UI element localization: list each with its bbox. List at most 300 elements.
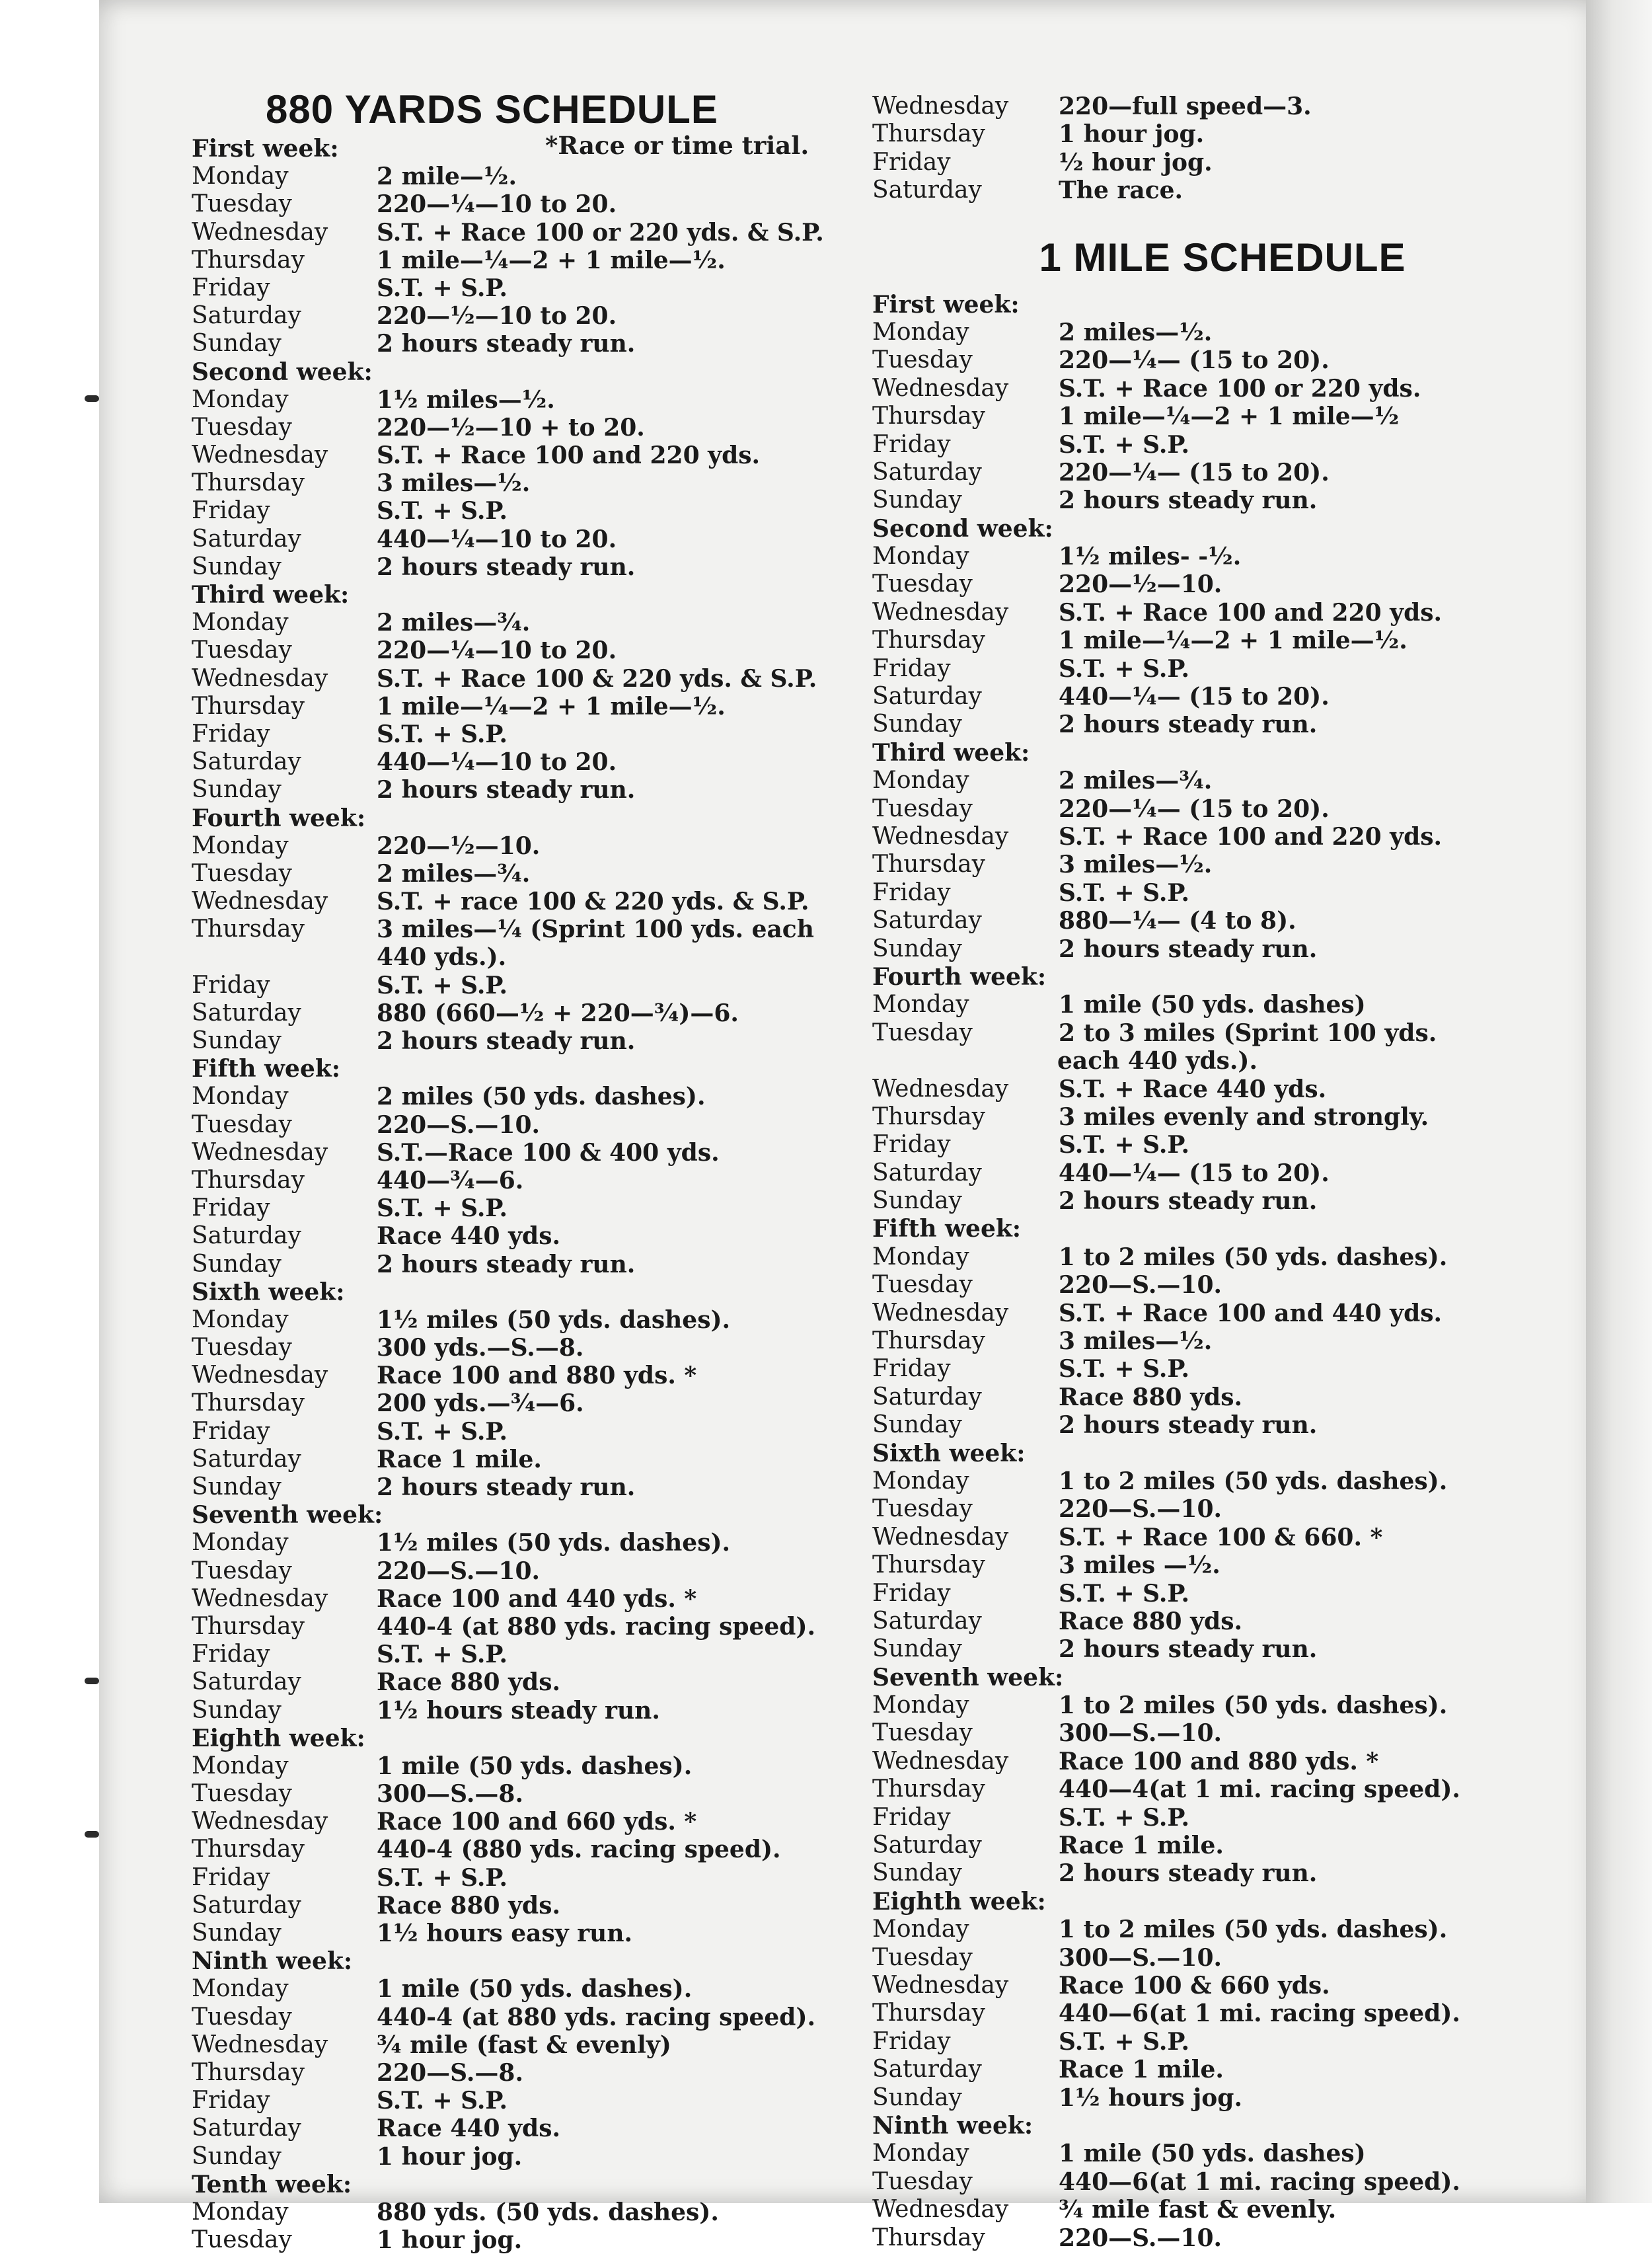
activity-text: S.T. + S.P. — [1059, 430, 1190, 459]
day-label: Monday — [872, 2140, 969, 2167]
day-label: Sunday — [192, 1920, 282, 1947]
day-label: Tuesday — [872, 2167, 973, 2195]
day-label: Wednesday — [872, 93, 1009, 120]
activity-text: 3 miles evenly and strongly. — [1059, 1103, 1429, 1131]
day-label: Sunday — [192, 776, 282, 804]
schedule-row — [192, 832, 885, 860]
activity-text: 220—¼—10 to 20. — [377, 637, 617, 665]
activity-text: 1½ hours jog. — [1059, 2083, 1242, 2112]
schedule-row — [872, 486, 1553, 514]
activity-text: 300 yds.—S.—8. — [377, 1334, 584, 1362]
activity-text: Race 880 yds. — [377, 1891, 560, 1920]
schedule-row — [872, 935, 1553, 963]
day-label: Monday — [192, 385, 289, 413]
week-label: Third week: — [872, 738, 1030, 767]
day-label: Thursday — [192, 1836, 305, 1863]
schedule-row — [872, 1608, 1553, 1635]
activity-text: 1 to 2 miles (50 yds. dashes). — [1059, 1243, 1448, 1271]
schedule-row — [872, 1075, 1553, 1103]
activity-text: Race 880 yds. — [1059, 1383, 1242, 1411]
schedule-row — [192, 1557, 885, 1585]
activity-text: 2 miles—¾. — [377, 609, 531, 637]
activity-text: S.T. + S.P. — [377, 971, 508, 999]
day-label: Friday — [192, 1194, 270, 1222]
schedule-row — [192, 497, 885, 525]
week-heading — [192, 1278, 885, 1306]
schedule-row-continuation — [872, 1047, 1553, 1075]
day-label: Tuesday — [872, 1943, 973, 1971]
week-heading — [192, 1947, 885, 1975]
schedule-row — [192, 1697, 885, 1725]
day-label: Tuesday — [192, 1334, 292, 1362]
week-label: Second week: — [872, 514, 1053, 543]
schedule-row — [872, 683, 1553, 711]
activity-text: 3 miles—¼ (Sprint 100 yds. each — [377, 915, 814, 944]
day-label: Saturday — [192, 999, 301, 1027]
activity-text: S.T. + Race 100 or 220 yds. & S.P. — [377, 218, 824, 247]
activity-text: 1 mile—¼—2 + 1 mile—½. — [377, 246, 726, 274]
schedule-row — [192, 442, 885, 469]
day-label: Sunday — [192, 1696, 282, 1724]
activity-text: S.T. + S.P. — [1059, 1131, 1190, 1159]
schedule-row — [872, 1355, 1553, 1383]
activity-text: S.T. + Race 100 & 660. * — [1059, 1523, 1383, 1551]
schedule-row — [872, 1300, 1553, 1327]
schedule-row — [192, 1752, 885, 1780]
day-label: Saturday — [872, 1607, 982, 1635]
schedule-row — [192, 1194, 885, 1222]
day-label: Friday — [192, 497, 270, 525]
day-label: Thursday — [872, 851, 985, 878]
week-label: Ninth week: — [872, 2111, 1033, 2140]
activity-text: S.T. + S.P. — [377, 1194, 508, 1223]
day-label: Monday — [872, 1691, 969, 1719]
day-label: Monday — [872, 543, 969, 570]
schedule-row — [872, 93, 1553, 120]
schedule-row — [872, 1467, 1553, 1495]
day-label: Tuesday — [192, 859, 292, 887]
day-label: Tuesday — [872, 1495, 973, 1523]
schedule-row — [872, 176, 1553, 204]
day-label: Sunday — [192, 553, 282, 580]
activity-text: S.T. + S.P. — [377, 1417, 508, 1446]
day-label: Tuesday — [192, 1557, 292, 1584]
week-heading — [872, 2112, 1553, 2140]
day-label: Sunday — [872, 935, 962, 962]
activity-text: 1½ miles (50 yds. dashes). — [377, 1529, 731, 1557]
schedule-row — [192, 972, 885, 999]
schedule-row — [192, 1139, 885, 1167]
activity-text: 2 hours steady run. — [377, 553, 636, 581]
schedule-row — [872, 2000, 1553, 2027]
activity-text: Race 880 yds. — [377, 1668, 560, 1697]
day-label: Sunday — [872, 1187, 962, 1215]
day-label: Tuesday — [872, 1019, 973, 1046]
week-heading — [872, 739, 1553, 767]
day-label: Tuesday — [872, 1719, 973, 1747]
schedule-row — [872, 319, 1553, 346]
day-label: Monday — [872, 767, 969, 795]
activity-text: S.T. + S.P. — [1059, 2027, 1190, 2056]
activity-text: 220—¼— (15 to 20). — [1059, 346, 1330, 375]
schedule-row — [192, 2031, 885, 2059]
page-edge-shadow — [1586, 0, 1652, 2203]
day-label: Sunday — [872, 1411, 962, 1439]
day-label: Thursday — [872, 1103, 985, 1130]
activity-text: 440—¼— (15 to 20). — [1059, 1159, 1330, 1187]
day-label: Tuesday — [192, 190, 292, 218]
activity-text: 880—¼— (4 to 8). — [1059, 907, 1296, 935]
day-label: Friday — [192, 2087, 270, 2115]
activity-text: 1 mile (50 yds. dashes). — [377, 1975, 693, 2003]
day-label: Friday — [192, 971, 270, 999]
activity-text: 2 hours steady run. — [377, 776, 636, 804]
day-label: Friday — [872, 1803, 951, 1831]
activity-text: 2 to 3 miles (Sprint 100 yds. — [1059, 1019, 1437, 1047]
activity-text: 1 mile—¼—2 + 1 mile—½. — [377, 692, 726, 720]
activity-text: Race 100 and 660 yds. * — [377, 1808, 697, 1836]
schedule-row — [872, 2028, 1553, 2056]
day-label: Thursday — [872, 627, 985, 654]
activity-text: Race 100 and 440 yds. * — [377, 1584, 697, 1613]
schedule-row — [192, 720, 885, 748]
activity-text: 300—S.—10. — [1059, 1719, 1222, 1748]
day-label: Saturday — [872, 907, 982, 935]
day-label: Sunday — [192, 1250, 282, 1278]
week-label: Seventh week: — [192, 1501, 383, 1530]
day-label: Sunday — [872, 711, 962, 738]
day-label: Sunday — [872, 1635, 962, 1663]
schedule-row — [872, 1580, 1553, 1608]
880-yards-column — [192, 83, 885, 2254]
day-label: Wednesday — [192, 1362, 328, 1389]
day-label: Saturday — [192, 525, 301, 553]
schedule-row — [872, 823, 1553, 851]
week-label: Fifth week: — [192, 1055, 341, 1083]
activity-text: 220—S.—8. — [377, 2058, 523, 2087]
activity-text: 2 miles (50 yds. dashes). — [377, 1083, 706, 1111]
activity-text: 880 yds. (50 yds. dashes). — [377, 2198, 719, 2226]
schedule-row — [872, 1103, 1553, 1131]
schedule-row — [872, 403, 1553, 430]
schedule-row — [872, 1551, 1553, 1579]
schedule-row — [872, 1691, 1553, 1719]
1-mile-title: 1 MILE SCHEDULE — [1039, 235, 1406, 280]
activity-text: S.T. + Race 100 and 220 yds. — [1059, 598, 1443, 627]
activity-text: 2 hours steady run. — [1059, 1859, 1318, 1888]
schedule-row — [872, 907, 1553, 935]
schedule-row — [872, 1327, 1553, 1355]
schedule-row — [872, 1859, 1553, 1887]
day-label: Sunday — [192, 1473, 282, 1500]
week-label: Fourth week: — [872, 962, 1047, 991]
activity-text: 2 mile—½. — [377, 163, 517, 191]
schedule-row — [192, 1446, 885, 1473]
day-label: Thursday — [872, 1327, 985, 1355]
schedule-row — [192, 1641, 885, 1668]
activity-text: 3 miles—½. — [1059, 1327, 1213, 1356]
day-label: Tuesday — [192, 2003, 292, 2031]
schedule-row — [192, 1334, 885, 1362]
activity-text: 440-4 (880 yds. racing speed). — [377, 1836, 781, 1864]
day-label: Monday — [872, 991, 969, 1019]
schedule-row — [192, 1613, 885, 1641]
day-label: Monday — [192, 1083, 289, 1110]
activity-text: S.T. + Race 100 & 220 yds. & S.P. — [377, 664, 817, 693]
activity-text: 440—¼—10 to 20. — [377, 525, 617, 553]
day-label: Saturday — [192, 1222, 301, 1250]
day-label: Wednesday — [192, 2031, 328, 2058]
day-label: Saturday — [192, 1445, 301, 1473]
schedule-row — [872, 2084, 1553, 2112]
week-label: Sixth week: — [872, 1439, 1026, 1467]
activity-text: S.T. + Race 100 or 220 yds. — [1059, 374, 1421, 403]
schedule-row — [872, 1635, 1553, 1663]
activity-text: 2 hours steady run. — [377, 1250, 636, 1278]
schedule-row — [872, 1972, 1553, 2000]
day-label: Monday — [192, 1975, 289, 2003]
day-label: Tuesday — [872, 1271, 973, 1299]
day-label: Wednesday — [872, 822, 1009, 850]
race-note: *Race or time trial. — [545, 131, 809, 160]
day-label: Friday — [872, 878, 951, 906]
binding-hole — [85, 1831, 99, 1838]
schedule-row — [192, 2198, 885, 2226]
day-label: Wednesday — [872, 1299, 1009, 1327]
day-label: Saturday — [872, 1832, 982, 1859]
day-label: Saturday — [192, 2115, 301, 2142]
schedule-row — [192, 1780, 885, 1808]
activity-text: 220—full speed—3. — [1059, 93, 1312, 120]
activity-text: 440—¾—6. — [377, 1166, 524, 1194]
schedule-row — [872, 1131, 1553, 1159]
day-label: Friday — [192, 1641, 270, 1668]
schedule-row — [192, 1306, 885, 1334]
day-label: Tuesday — [192, 637, 292, 664]
day-label: Friday — [872, 2027, 951, 2055]
schedule-row — [192, 469, 885, 497]
schedule-row — [872, 543, 1553, 570]
schedule-row — [872, 1832, 1553, 1859]
1-mile-schedule-list — [872, 291, 1553, 2252]
schedule-row — [872, 2168, 1553, 2196]
schedule-row — [872, 1187, 1553, 1215]
week-heading — [192, 1501, 885, 1529]
day-label: Tuesday — [192, 1780, 292, 1808]
schedule-row — [192, 247, 885, 274]
activity-text: 2 hours steady run. — [1059, 1635, 1318, 1664]
day-label: Thursday — [872, 403, 985, 430]
schedule-row — [192, 1975, 885, 2003]
schedule-row — [192, 1222, 885, 1250]
schedule-row — [192, 190, 885, 218]
day-label: Friday — [872, 654, 951, 682]
activity-text: 220—¼—10 to 20. — [377, 190, 617, 219]
activity-text: S.T. + Race 440 yds. — [1059, 1075, 1327, 1103]
activity-text: 220—½—10. — [377, 832, 541, 860]
schedule-row — [872, 1916, 1553, 1943]
day-label: Wednesday — [192, 1138, 328, 1166]
activity-text: 300—S.—10. — [1059, 1943, 1222, 1972]
schedule-row — [192, 1920, 885, 1947]
week-heading — [192, 804, 885, 832]
activity-text: S.T. + S.P. — [377, 1863, 508, 1892]
day-label: Sunday — [872, 1859, 962, 1887]
activity-text: 2 miles—¾. — [1059, 767, 1213, 795]
binding-hole — [85, 1678, 99, 1684]
880-yards-schedule-list — [192, 135, 885, 2254]
day-label: Friday — [872, 148, 951, 176]
schedule-row — [872, 570, 1553, 598]
activity-text: Race 1 mile. — [1059, 2056, 1224, 2084]
week-heading — [192, 358, 885, 386]
activity-text: 1 mile (50 yds. dashes) — [1059, 2140, 1366, 2168]
day-label: Wednesday — [872, 1747, 1009, 1775]
day-label: Monday — [192, 2198, 289, 2226]
day-label: Thursday — [192, 1389, 305, 1417]
schedule-row — [872, 1243, 1553, 1271]
schedule-row — [872, 1019, 1553, 1047]
schedule-row — [872, 1775, 1553, 1803]
activity-text: Race 440 yds. — [377, 1222, 560, 1251]
day-label: Wednesday — [192, 1808, 328, 1836]
activity-text: 2 hours steady run. — [1059, 711, 1318, 739]
schedule-row — [872, 795, 1553, 823]
activity-text: 220—½—10. — [1059, 570, 1222, 599]
activity-text: 1 to 2 miles (50 yds. dashes). — [1059, 1467, 1448, 1495]
day-label: Sunday — [872, 486, 962, 514]
880-yards-schedule-continued — [872, 93, 1553, 205]
activity-text: 440—¼— (15 to 20). — [1059, 683, 1330, 711]
day-label: Thursday — [192, 469, 305, 497]
schedule-row — [872, 1159, 1553, 1187]
activity-text: 440—6(at 1 mi. racing speed). — [1059, 2167, 1460, 2196]
schedule-row — [192, 1473, 885, 1501]
day-label: Friday — [192, 1863, 270, 1891]
activity-text: 440—4(at 1 mi. racing speed). — [1059, 1775, 1460, 1804]
activity-text: 220—S.—10. — [377, 1110, 541, 1139]
880-yards-title: 880 YARDS SCHEDULE — [266, 87, 718, 132]
activity-text: 2 hours steady run. — [377, 1473, 636, 1501]
schedule-row — [192, 1892, 885, 1920]
activity-text: 1 mile—¼—2 + 1 mile—½. — [1059, 627, 1408, 655]
week-heading — [872, 1440, 1553, 1467]
schedule-row — [192, 888, 885, 915]
activity-text: S.T. + Race 100 and 220 yds. — [1059, 822, 1443, 851]
schedule-row — [192, 693, 885, 720]
schedule-row — [192, 1668, 885, 1696]
schedule-row — [192, 2226, 885, 2254]
day-label: Sunday — [192, 1027, 282, 1054]
activity-text: 1 mile—¼—2 + 1 mile—½ — [1059, 403, 1400, 431]
schedule-row — [872, 991, 1553, 1019]
week-label: Ninth week: — [192, 1947, 353, 1976]
schedule-row — [192, 1389, 885, 1417]
activity-text: S.T. + S.P. — [377, 497, 508, 525]
schedule-row — [872, 1411, 1553, 1439]
day-label: Saturday — [872, 458, 982, 486]
activity-text: 220—¼— (15 to 20). — [1059, 458, 1330, 486]
schedule-row — [192, 302, 885, 330]
activity-text: 1 hour jog. — [377, 2226, 523, 2254]
day-label: Wednesday — [872, 1972, 1009, 1999]
day-label: Wednesday — [192, 218, 328, 246]
activity-text: The race. — [1059, 176, 1183, 205]
schedule-row — [192, 1808, 885, 1836]
week-heading — [872, 963, 1553, 991]
schedule-row — [872, 1804, 1553, 1832]
day-label: Monday — [192, 1529, 289, 1557]
day-label: Thursday — [192, 2058, 305, 2086]
day-label: Thursday — [192, 692, 305, 720]
day-label: Friday — [872, 1579, 951, 1607]
schedule-row — [192, 1027, 885, 1055]
week-label: Eighth week: — [872, 1887, 1046, 1916]
schedule-row — [872, 1524, 1553, 1551]
activity-text: 1½ miles—½. — [377, 385, 555, 414]
schedule-row — [192, 1362, 885, 1389]
schedule-row — [192, 386, 885, 414]
week-label: First week: — [192, 135, 339, 163]
activity-text: Race 1 mile. — [1059, 1832, 1224, 1860]
day-label: Thursday — [192, 246, 305, 274]
schedule-row-continuation — [192, 943, 885, 971]
activity-text: 1 hour jog. — [1059, 120, 1205, 149]
week-label: Eighth week: — [192, 1724, 365, 1752]
activity-text: 300—S.—8. — [377, 1780, 523, 1808]
activity-text: 220—S.—10. — [1059, 1495, 1222, 1524]
activity-text: ¾ mile (fast & evenly) — [377, 2031, 671, 2059]
day-label: Wednesday — [192, 888, 328, 915]
schedule-row — [872, 1719, 1553, 1747]
schedule-row — [872, 1495, 1553, 1523]
day-label: Thursday — [192, 1612, 305, 1640]
activity-text: S.T. + S.P. — [1059, 654, 1190, 683]
day-label: Wednesday — [872, 374, 1009, 402]
activity-text: 3 miles—½. — [377, 469, 531, 498]
day-label: Thursday — [872, 2224, 985, 2251]
week-heading — [192, 1725, 885, 1752]
week-label: Tenth week: — [192, 2170, 352, 2198]
day-label: Friday — [192, 720, 270, 748]
activity-text: 1½ miles (50 yds. dashes). — [377, 1305, 731, 1334]
activity-text: S.T. + S.P. — [1059, 1803, 1190, 1832]
day-label: Thursday — [872, 2000, 985, 2027]
schedule-row — [192, 2115, 885, 2142]
schedule-row — [872, 120, 1553, 148]
week-heading — [872, 1215, 1553, 1243]
schedule-row — [192, 1083, 885, 1110]
day-label: Tuesday — [192, 413, 292, 441]
activity-text: 220—S.—10. — [1059, 2224, 1222, 2252]
schedule-row — [192, 609, 885, 637]
schedule-row — [872, 655, 1553, 683]
schedule-row — [192, 915, 885, 943]
schedule-row — [872, 1271, 1553, 1299]
day-label: Monday — [872, 1916, 969, 1943]
binding-hole — [85, 395, 99, 402]
day-label: Monday — [872, 318, 969, 346]
activity-text: 2 hours steady run. — [1059, 1411, 1318, 1440]
day-label: Tuesday — [872, 346, 973, 374]
day-label: Sunday — [192, 2142, 282, 2170]
activity-text: 2 hours steady run. — [1059, 486, 1318, 515]
day-label: Monday — [192, 1752, 289, 1779]
activity-text: S.T. + S.P. — [1059, 1579, 1190, 1608]
activity-text: 440 yds.). — [377, 943, 507, 972]
schedule-row — [192, 1836, 885, 1863]
schedule-row — [872, 627, 1553, 654]
